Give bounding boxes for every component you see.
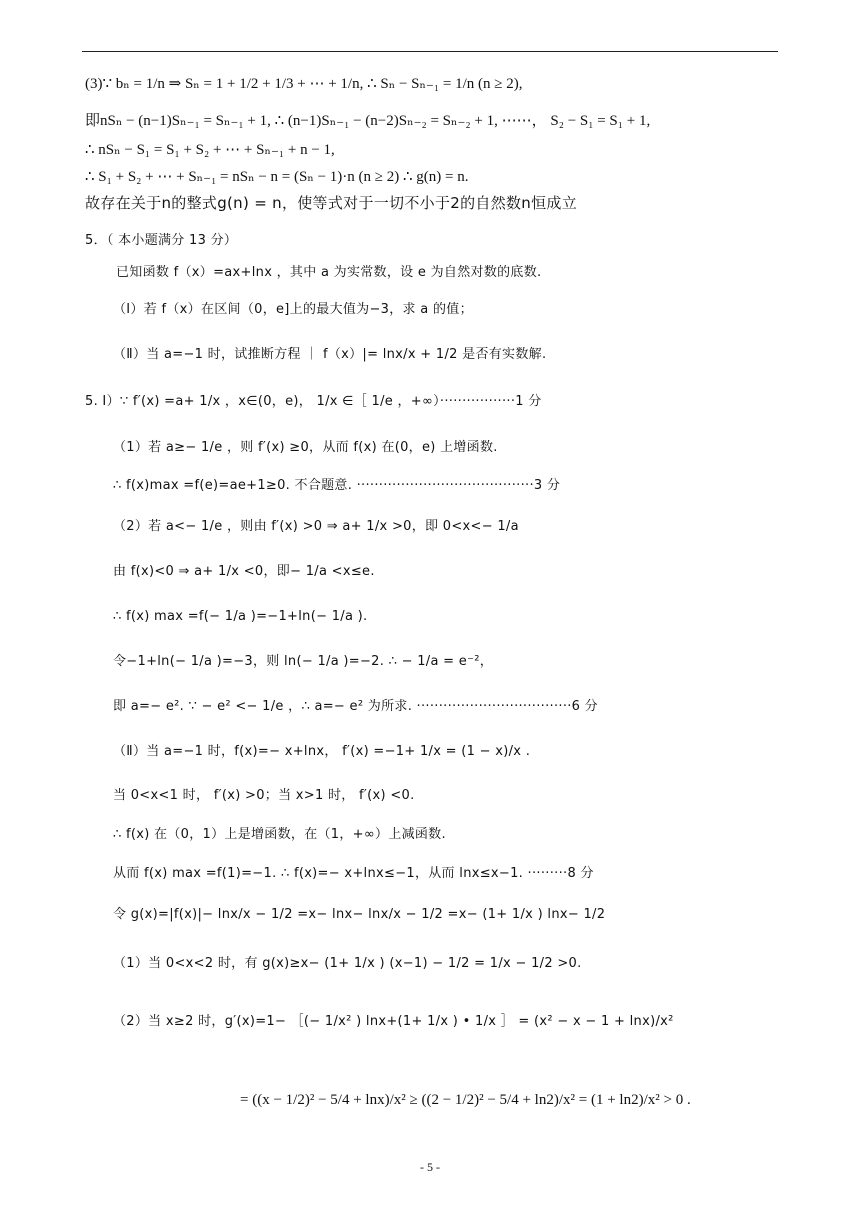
page-number: - 5 - — [420, 1160, 440, 1174]
solution-case-1-max: ∴ f(x)max =f(e)=ae+1≥0. 不合题意. ········································3 分 — [113, 478, 561, 493]
solution-solve-a: 令−1+ln(− 1/a )=−3，则 ln(− 1/a )=−2. ∴ − 1/a = e⁻²， — [113, 654, 494, 669]
solution-a-result: 即 a=− e². ∵ − e² <− 1/e ，∴ a=− e² 为所求. ···································6 分 — [113, 699, 598, 714]
solution-5-derivative: 5. Ⅰ）∵ f′(x) =a+ 1/x ，x∈(0，e)， 1/x ∈［ 1/e ，+∞）·················1 分 — [85, 394, 542, 409]
part-2-case-2: （2）当 x≥2 时，g′(x)=1− ［(− 1/x² ) lnx+(1+ 1/x ) • 1/x ］ = (x² − x − 1 + lnx)/x² — [113, 1014, 674, 1029]
line-conclusion: 故存在关于n的整式g(n) = n，使等式对于一切不小于2的自然数n恒成立 — [85, 194, 578, 212]
part-2-monotonicity: 当 0<x<1 时， f′(x) >0；当 x>1 时， f′(x) <0. — [113, 788, 415, 803]
solution-case-2: （2）若 a<− 1/e ，则由 f′(x) >0 ⇒ a+ 1/x >0，即 0<x<− 1/a — [113, 519, 519, 534]
problem-5-heading: 5．（ 本小题满分 13 分） — [85, 233, 238, 248]
problem-5-statement: 已知函数 f（x）=ax+lnx ，其中 a 为实常数，设 e 为自然对数的底数. — [116, 265, 542, 280]
line-nsn-recursion: 即nSₙ − (n−1)Sₙ₋₁ = Sₙ₋₁ + 1, ∴ (n−1)Sₙ₋₁ − (n−2)Sₙ₋₂ = Sₙ₋₂ + 1, ⋯⋯， S₂ − S₁ = S₁ + 1, — [85, 113, 651, 129]
solution-case-2-max: ∴ f(x) max =f(− 1/a )=−1+ln(− 1/a ). — [113, 609, 368, 624]
part-2-case-1: （1）当 0<x<2 时，有 g(x)≥x− (1+ 1/x ) (x−1) − 1/2 = 1/x − 1/2 >0. — [113, 956, 582, 971]
part-2-derivative: （Ⅱ）当 a=−1 时，f(x)=− x+lnx， f′(x) =−1+ 1/x = (1 − x)/x . — [113, 744, 531, 759]
solution-case-2-decreasing: 由 f(x)<0 ⇒ a+ 1/x <0，即− 1/a <x≤e. — [113, 564, 375, 579]
part-2-max: 从而 f(x) max =f(1)=−1. ∴ f(x)=− x+lnx≤−1，从而 lnx≤x−1. ·········8 分 — [113, 866, 594, 881]
problem-5-part-1: （Ⅰ）若 f（x）在区间（0，e]上的最大值为−3，求 a 的值； — [113, 302, 473, 317]
part-2-intervals: ∴ f(x) 在（0，1）上是增函数，在（1，+∞）上减函数. — [113, 827, 446, 842]
line-sum-identity: ∴ nSₙ − S₁ = S₁ + S₂ + ⋯ + Sₙ₋₁ + n − 1, — [85, 142, 335, 158]
solution-case-1: （1）若 a≥− 1/e ，则 f′(x) ≥0，从而 f(x) 在(0，e) 上增函数. — [113, 440, 498, 455]
part-2-define-g: 令 g(x)=|f(x)|− lnx/x − 1/2 =x− lnx− lnx/x − 1/2 =x− (1+ 1/x ) lnx− 1/2 — [113, 907, 606, 922]
part-2-inequality: = ((x − 1/2)² − 5/4 + lnx)/x² ≥ ((2 − 1/2)² − 5/4 + ln2)/x² = (1 + ln2)/x² > 0 . — [240, 1092, 691, 1108]
line-gn-result: ∴ S₁ + S₂ + ⋯ + Sₙ₋₁ = nSₙ − n = (Sₙ − 1)·n (n ≥ 2) ∴ g(n) = n. — [85, 169, 469, 185]
problem-5-part-2: （Ⅱ）当 a=−1 时，试推断方程 ｜ f（x）|= lnx/x + 1/2 是否有实数解. — [113, 347, 547, 362]
line-3-bn: (3)∵ bₙ = 1/n ⇒ Sₙ = 1 + 1/2 + 1/3 + ⋯ + 1/n, ∴ Sₙ − Sₙ₋₁ = 1/n (n ≥ 2), — [85, 76, 523, 92]
header-rule — [82, 51, 778, 52]
